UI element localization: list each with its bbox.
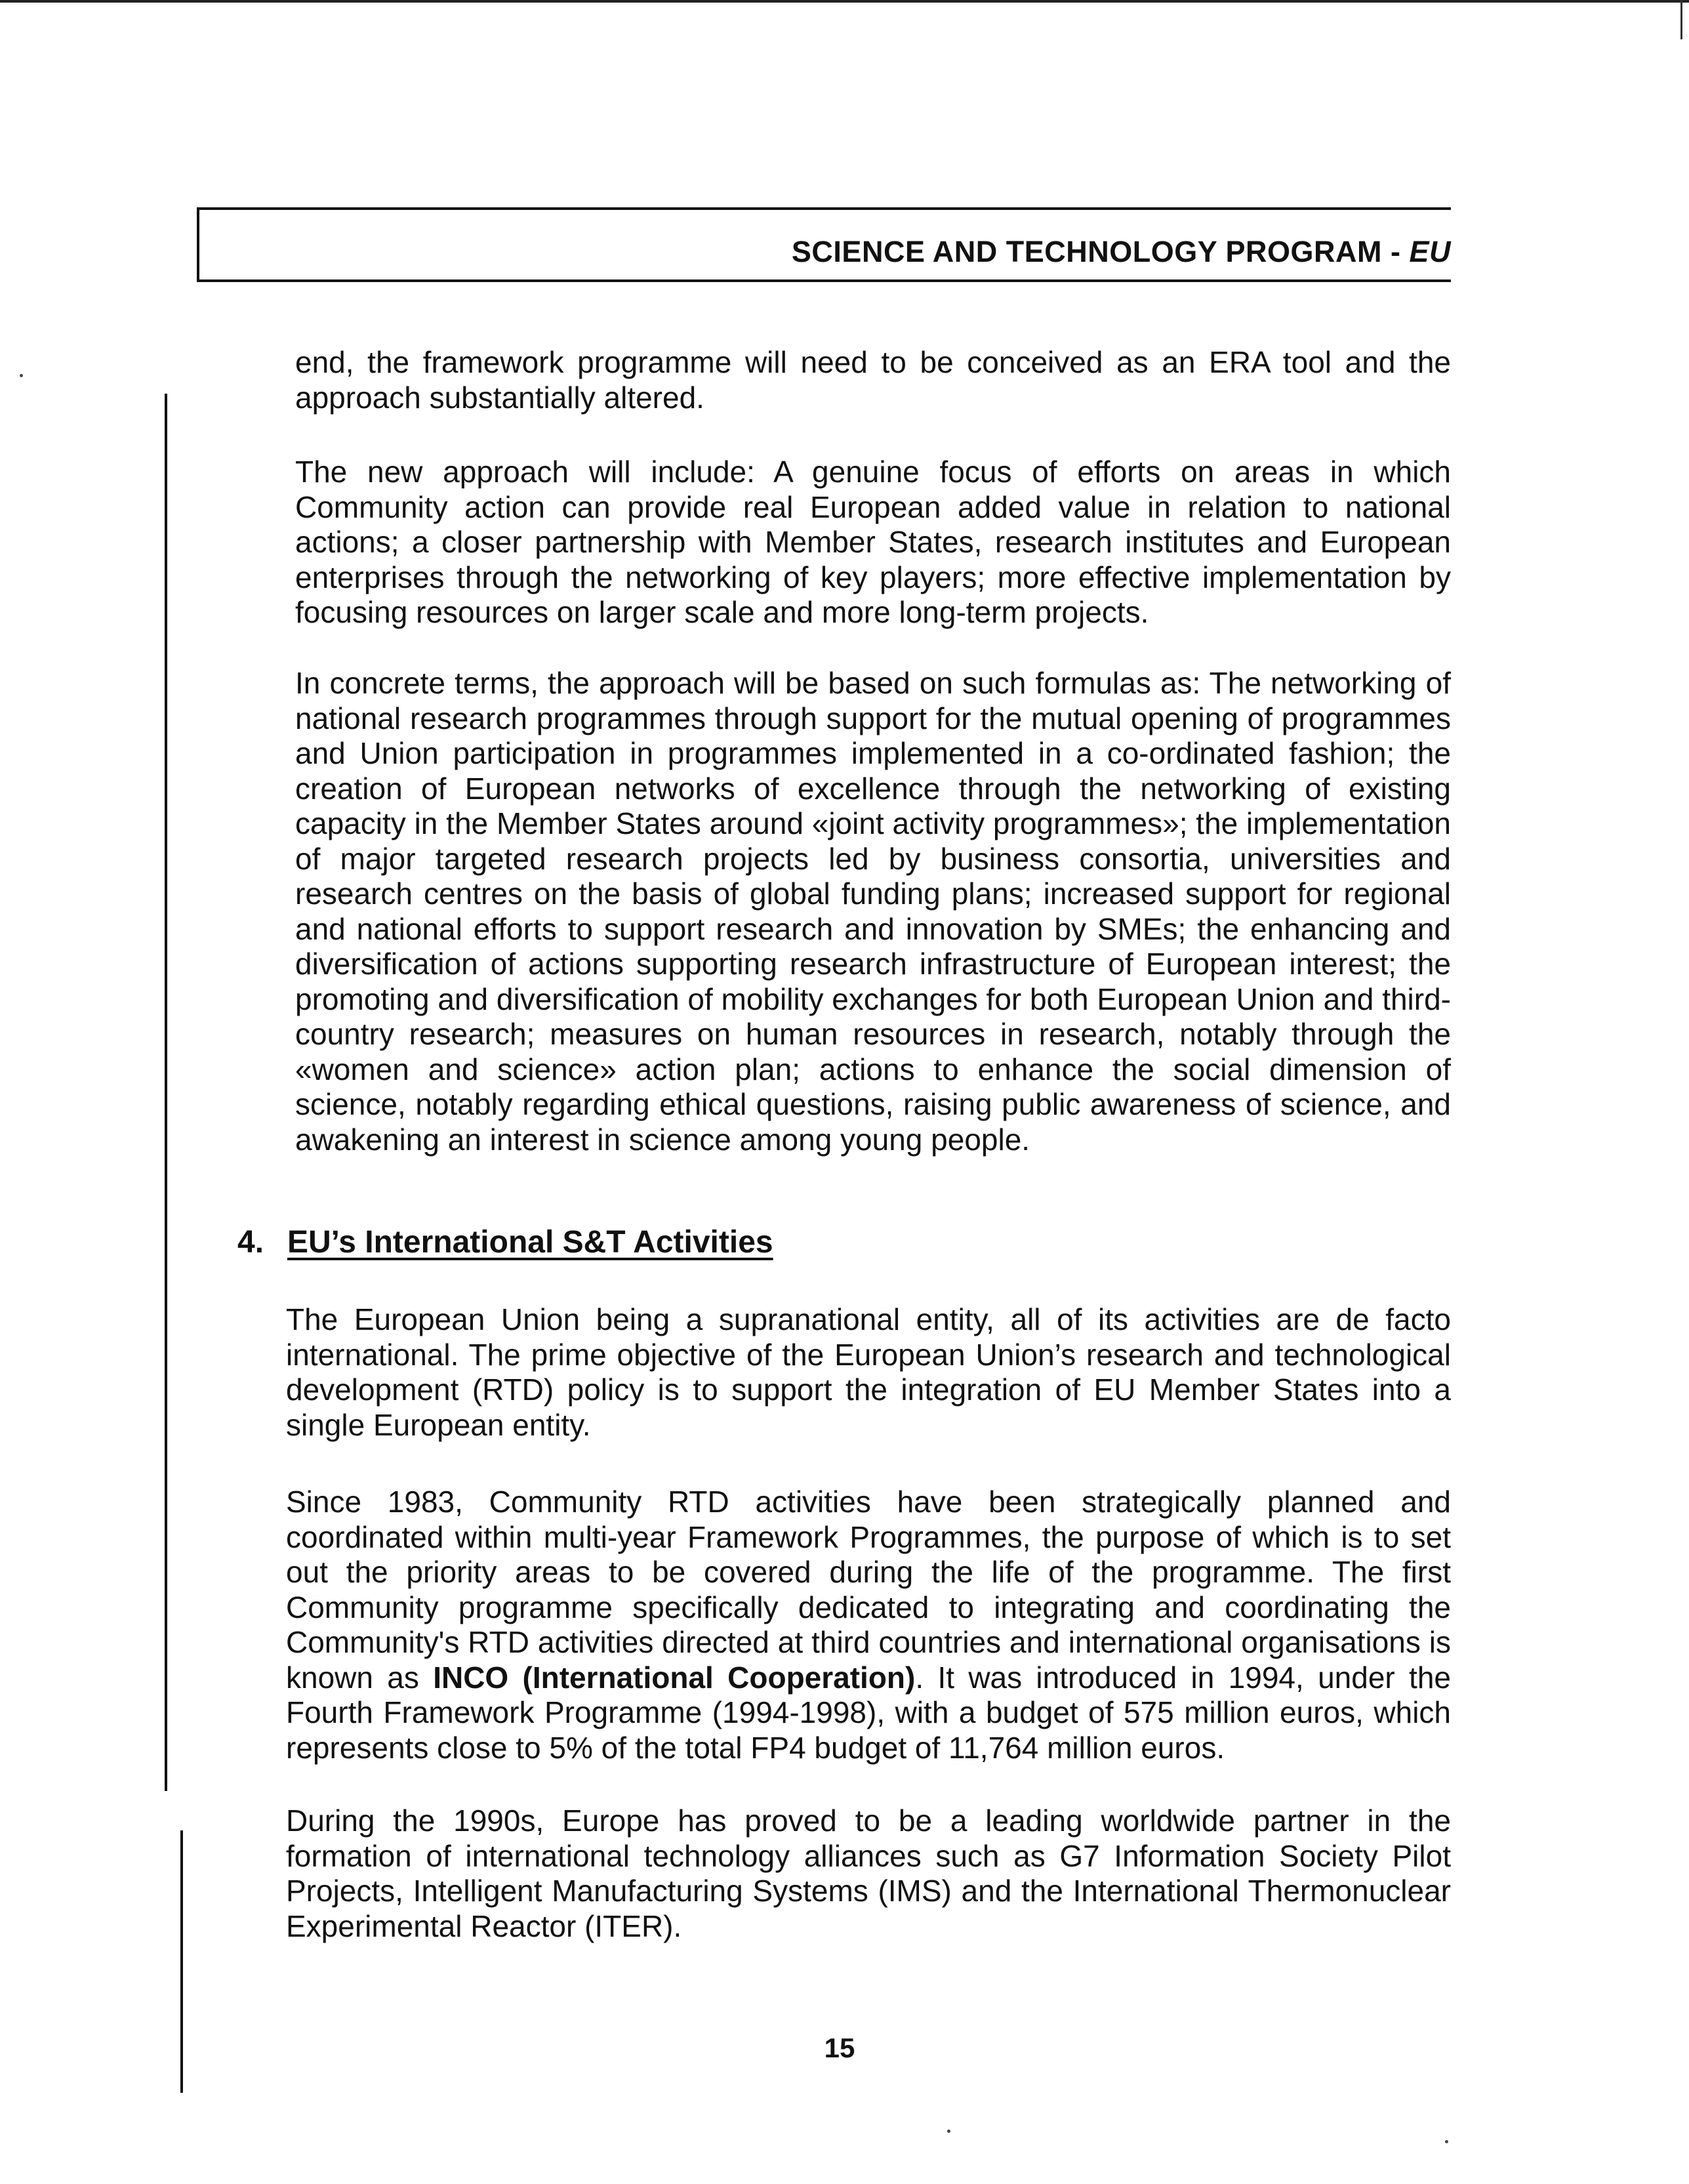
running-header — [590, 235, 1451, 269]
margin-bar-lower — [180, 1830, 183, 2093]
page-number: 15 — [824, 2032, 855, 2063]
paragraph-supranational: The European Union being a supranational entity, all of its activities are de facto international. The prime objective of the European Union’s research and technological development (RTD) policy is to support the integration of EU Member States into a single European entity. — [286, 1302, 1451, 1442]
scan-speck — [947, 2130, 950, 2133]
inco-term: INCO (International Cooperation) — [433, 1660, 916, 1695]
section-number: 4. — [237, 1225, 264, 1260]
header-rule-left — [197, 207, 199, 282]
section-heading — [237, 1224, 773, 1260]
paragraph-era-tool: end, the framework programme will need to be conceived as an ERA tool and the approach substantially altered. — [295, 345, 1451, 415]
paragraph-since-1983-text-a: Since 1983, Community RTD activities have been strategically planned and coordinated within multi-year Framework Programmes, the purpose of which is to set out the priority areas to be covered during the life of the programme. The first Community programme specifically dedicated to integrating and coordinating the Community's RTD activities directed at third countries and international organisations is known as — [286, 1485, 1451, 1695]
paragraph-1990s: During the 1990s, Europe has proved to be a leading worldwide partner in the formation of international technology alliances such as G7 Information Society Pilot Projects, Intelligent Manufacturing Systems (IMS) and the International Thermonuclear Experimental Reactor (ITER). — [286, 1803, 1451, 1943]
scan-speck — [20, 374, 23, 377]
paragraph-since-1983 — [286, 1485, 1451, 1765]
scan-speck — [1445, 2140, 1448, 2143]
header-rule-top — [197, 207, 1451, 210]
paragraph-concrete-terms: In concrete terms, the approach will be based on such formulas as: The networking of national research programmes through support for the mutual opening of programmes and Union participation in programmes implemented in a co-ordinated fashion; the creation of European networks of excellence through the networking of existing capacity in the Member States around «joint activity programmes»; the implementation of major targeted research projects led by business consortia, universities and research centres on the basis of global funding plans; increased support for regional and national efforts to support research and innovation by SMEs; the enhancing and diversification of actions supporting research infrastructure of European interest; the promoting and diversification of mobility exchanges for both European Union and third-country research; measures on human resources in research, notably through the «women and science» action plan; actions to enhance the social dimension of science, notably regarding ethical questions, raising public awareness of science, and awakening an interest in science among young people. — [295, 666, 1451, 1157]
paragraph-since-1983-text-b: . It was introduced in 1994, under the Fourth Framework Programme (1994-1998), with a budget of 575 million euros, which represents close to 5% of the total FP4 budget of 11,764 million euros. — [286, 1660, 1452, 1765]
running-header-title: SCIENCE AND TECHNOLOGY PROGRAM - — [791, 235, 1410, 268]
paragraph-new-approach: The new approach will include: A genuine focus of efforts on areas in which Community action can provide real European added value in relation to national actions; a closer partnership with Member States, research institutes and European enterprises through the networking of key players; more effective implementation by focusing resources on larger scale and more long-term projects. — [295, 455, 1451, 629]
scan-edge-right — [1680, 0, 1682, 39]
margin-bar — [165, 394, 167, 1791]
header-rule-bottom — [197, 279, 1451, 282]
section-title: EU’s International S&T Activities — [287, 1225, 773, 1260]
scan-edge-top — [0, 0, 1689, 3]
running-header-suffix: EU — [1409, 235, 1451, 268]
